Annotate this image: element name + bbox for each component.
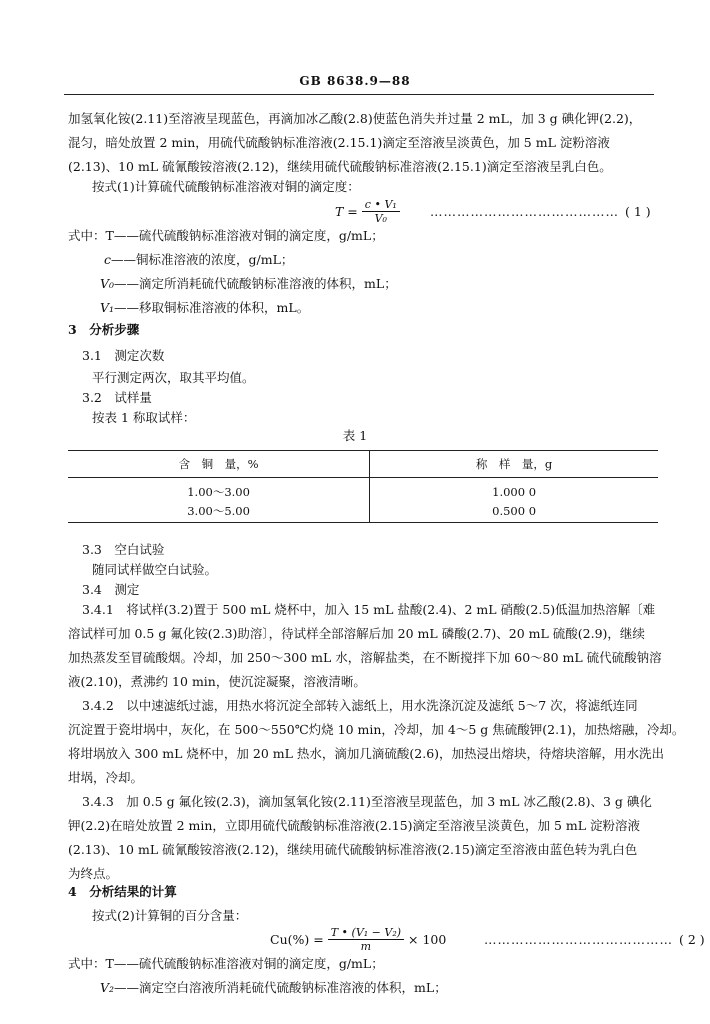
text-line: (2.13)、10 mL 硫氰酸铵溶液(2.12)，继续用硫代硫酸钠标准溶液(2.15)滴定至溶液由蓝色转为乳白色 xyxy=(68,842,638,857)
formula2-lhs: Cu(%) = xyxy=(270,932,324,947)
formula2-denominator: m xyxy=(360,940,372,953)
para-3-4-2 xyxy=(68,694,685,790)
where-item: 式中：T——硫代硫酸钠标准溶液对铜的滴定度，g/mL； xyxy=(68,956,384,971)
text-line: 钾(2.2)在暗处放置 2 min，立即用硫代硫酸钠标准溶液(2.15)滴定至溶液呈淡黄色，加 5 mL 淀粉溶液 xyxy=(68,818,641,833)
table-cell: 1.000 0 xyxy=(370,478,658,501)
formula2-number xyxy=(484,932,705,947)
formula1-no: ( 1 ) xyxy=(625,204,651,219)
formula1-intro: 按式(1)计算硫代硫酸钠标准溶液对铜的滴定度： xyxy=(92,179,360,194)
where-item: 式中：T——硫代硫酸钠标准溶液对铜的滴定度，g/mL； xyxy=(68,228,384,243)
formula2-no: ( 2 ) xyxy=(679,932,705,947)
s33-title: 3.3 空白试验 xyxy=(82,542,165,557)
s34-title: 3.4 测定 xyxy=(82,582,140,597)
table-1 xyxy=(68,450,658,523)
table-cell: 0.500 0 xyxy=(370,500,658,522)
text-line: 加热蒸发至冒硫酸烟。冷却，加 250～300 mL 水，溶解盐类，在不断搅拌下加 60～80 mL 硫代硫酸钠溶 xyxy=(68,650,662,665)
where-item: V₁——移取铜标准溶液的体积，mL。 xyxy=(100,300,310,315)
s32-title: 3.2 试样量 xyxy=(82,390,152,405)
text-line: 加氢氧化铵(2.11)至溶液呈现蓝色，再滴加冰乙酸(2.8)使蓝色消失并过量 2 mL，加 3 g 碘化钾(2.2)， xyxy=(68,111,642,126)
formula1-lhs: T = xyxy=(335,204,358,219)
formula1-number xyxy=(430,204,651,219)
text-line: 为终点。 xyxy=(68,866,119,881)
paragraph-continued xyxy=(68,107,658,179)
where-item: V₂——滴定空白溶液所消耗硫代硫酸钠标准溶液的体积，mL； xyxy=(100,980,447,995)
text-line: 混匀，暗处放置 2 min，用硫代硫酸钠标准溶液(2.15.1)滴定至溶液呈淡黄色，加 5 mL 淀粉溶液 xyxy=(68,135,610,150)
table1-header-copper: 含 铜 量，% xyxy=(68,451,370,478)
s32-text: 按表 1 称取试样： xyxy=(92,410,196,425)
section-4-title: 4 分析结果的计算 xyxy=(68,884,177,899)
formula1-denominator: V₀ xyxy=(374,212,387,225)
table1-header-weight: 称 样 量，g xyxy=(370,451,658,478)
header-rule xyxy=(64,94,654,95)
where-item: V₀——滴定所消耗硫代硫酸钠标准溶液的体积，mL； xyxy=(100,276,397,291)
table1-caption: 表 1 xyxy=(342,428,368,443)
table-cell: 1.00～3.00 xyxy=(187,485,250,499)
text-line: 3.4.1 将试样(3.2)置于 500 mL 烧杯中，加入 15 mL 盐酸(2.4)、2 mL 硝酸(2.5)低温加热溶解〔难 xyxy=(82,602,656,617)
s31-text: 平行测定两次，取其平均值。 xyxy=(92,370,255,385)
text-line: 液(2.10)，煮沸约 10 min，使沉淀凝聚，溶液清晰。 xyxy=(68,674,366,689)
para-3-4-3 xyxy=(68,790,658,886)
formula2-dots: …………………………………… xyxy=(484,932,673,947)
where-item: c——铜标准溶液的浓度，g/mL； xyxy=(104,252,294,267)
formula-2 xyxy=(270,926,446,953)
where-list-2 xyxy=(68,952,658,1000)
text-line: 3.4.2 以中速滤纸过滤，用热水将沉淀全部转入滤纸上，用水洗涤沉淀及滤纸 5～7 次，将滤纸连同 xyxy=(82,698,638,713)
page-header: GB 8638.9—88 xyxy=(299,74,411,88)
text-line: 坩埚，冷却。 xyxy=(68,770,144,785)
table-cell: 3.00～5.00 xyxy=(187,504,250,518)
s31-title: 3.1 测定次数 xyxy=(82,348,165,363)
formula2-numerator: T • (V₁ − V₂) xyxy=(328,926,404,940)
text-line: 3.4.3 加 0.5 g 氟化铵(2.3)，滴加氢氧化铵(2.11)至溶液呈现蓝色，加 3 mL 冰乙酸(2.8)、3 g 碘化 xyxy=(82,794,652,809)
para-3-4-1 xyxy=(68,598,662,694)
formula2-fraction xyxy=(328,926,404,953)
formula1-numerator: c • V₁ xyxy=(362,198,400,212)
formula2-tail: × 100 xyxy=(408,932,447,947)
text-line: 沉淀置于瓷坩埚中，灰化，在 500～550℃灼烧 10 min，冷却，加 4～5 g 焦硫酸钾(2.1)，加热熔融，冷却。 xyxy=(68,722,685,737)
formula1-dots: …………………………………… xyxy=(430,204,619,219)
formula2-intro: 按式(2)计算铜的百分含量： xyxy=(92,908,248,923)
text-line: 溶试样可加 0.5 g 氟化铵(2.3)助溶〕，待试样全部溶解后加 20 mL 磷酸(2.7)、20 mL 硫酸(2.9)，继续 xyxy=(68,626,645,641)
s33-text: 随同试样做空白试验。 xyxy=(92,562,218,577)
section-3-title: 3 分析步骤 xyxy=(68,322,140,337)
text-line: 将坩埚放入 300 mL 烧杯中，加 20 mL 热水，滴加几滴硫酸(2.6)，加热浸出熔块，待熔块溶解，用水洗出 xyxy=(68,746,665,761)
text-line: (2.13)、10 mL 硫氰酸铵溶液(2.12)，继续用硫代硫酸钠标准溶液(2.15.1)滴定至溶液呈乳白色。 xyxy=(68,159,612,174)
formula1-fraction xyxy=(362,198,400,225)
where-list-1 xyxy=(68,224,658,320)
formula-1 xyxy=(335,198,404,225)
